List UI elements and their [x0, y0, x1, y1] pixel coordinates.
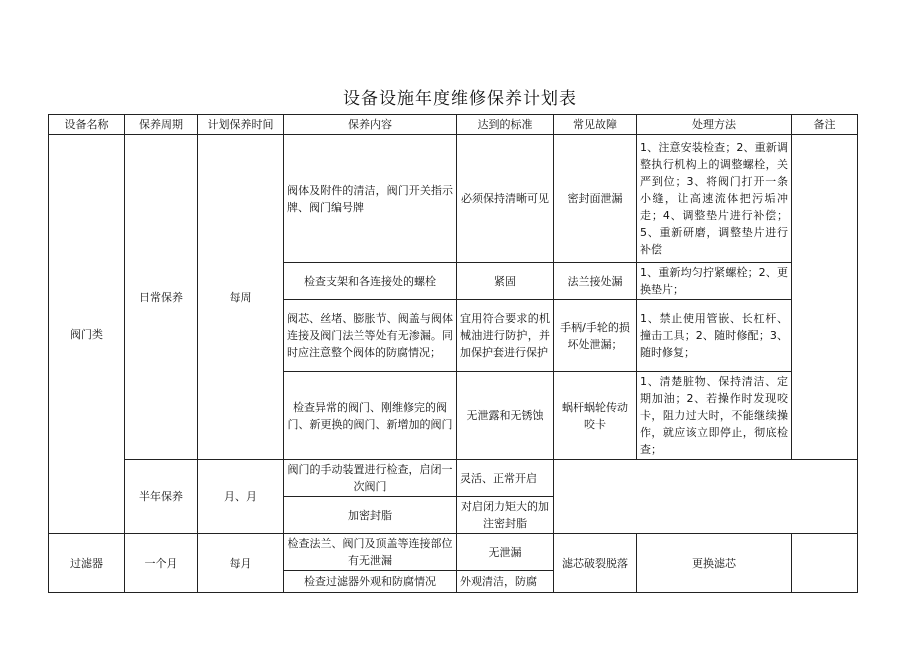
- content-cell: 检查过滤器外观和防腐情况: [284, 571, 457, 593]
- document-title: 设备设施年度维修保养计划表: [343, 89, 577, 109]
- planned-time-cell: 月、月: [198, 460, 284, 534]
- fault-cell: 滤芯破裂脱落: [554, 534, 637, 593]
- content-cell: 阀芯、丝堵、膨胀节、阀盖与阀体连接及阀门法兰等处有无渗漏。同时应注意整个阀体的防腐情况；: [284, 300, 457, 372]
- content-cell: 阀门的手动装置进行检查，启闭一次阀门: [284, 460, 457, 497]
- planned-time-cell: 每周: [198, 135, 284, 460]
- fault-cell: 手柄/手轮的损坏处泄漏；: [554, 300, 637, 372]
- standard-cell: 外观清洁，防腐: [457, 571, 554, 593]
- standard-cell: 灵活、正常开启: [457, 460, 554, 497]
- content-cell: 检查异常的阀门、刚维修完的阀门、新更换的阀门、新增加的阀门: [284, 372, 457, 460]
- standard-cell: 必须保持清晰可见: [457, 135, 554, 263]
- standard-cell: 无泄露和无锈蚀: [457, 372, 554, 460]
- standard-cell: 无泄漏: [457, 534, 554, 571]
- period-cell: 半年保养: [125, 460, 198, 534]
- standard-cell: 紧固: [457, 263, 554, 300]
- planned-time-cell: 每月: [198, 534, 284, 593]
- empty-cell: [554, 460, 858, 534]
- table-header-row: [49, 115, 858, 135]
- period-cell: 一个月: [125, 534, 198, 593]
- method-cell: 更换滤芯: [637, 534, 792, 593]
- content-cell: 阀体及附件的清洁，阀门开关指示牌、阀门编号牌: [284, 135, 457, 263]
- equipment-name-cell: 阀门类: [49, 135, 125, 534]
- method-cell: 1、禁止使用管嵌、长杠杆、撞击工具；2、随时修配；3、随时修复；: [637, 300, 792, 372]
- table-row: [49, 460, 858, 497]
- fault-cell: 蜗杆蜗轮传动咬卡: [554, 372, 637, 460]
- header-remarks: 备注: [792, 115, 858, 135]
- header-common-fault: 常见故障: [554, 115, 637, 135]
- header-handling-method: 处理方法: [637, 115, 792, 135]
- method-cell: 1、清楚脏物、保持清洁、定期加油；2、若操作时发现咬卡，阻力过大时，不能继续操作，就应该立即停止，彻底检查；: [637, 372, 792, 460]
- standard-cell: 对启闭力矩大的加注密封脂: [457, 497, 554, 534]
- fault-cell: 密封面泄漏: [554, 135, 637, 263]
- header-planned-time: 计划保养时间: [198, 115, 284, 135]
- header-equipment-name: 设备名称: [49, 115, 125, 135]
- table-row: [49, 135, 858, 263]
- method-cell: 1、重新均匀拧紧螺栓；2、更换垫片；: [637, 263, 792, 300]
- remarks-cell: [792, 534, 858, 593]
- content-cell: 加密封脂: [284, 497, 457, 534]
- content-cell: 检查支架和各连接处的螺栓: [284, 263, 457, 300]
- period-cell: 日常保养: [125, 135, 198, 460]
- table-row: [49, 534, 858, 571]
- header-maintenance-period: 保养周期: [125, 115, 198, 135]
- maintenance-plan-table: [48, 114, 858, 593]
- header-standard: 达到的标准: [457, 115, 554, 135]
- standard-cell: 宜用符合要求的机械油进行防护，并加保护套进行保护: [457, 300, 554, 372]
- fault-cell: 法兰接处漏: [554, 263, 637, 300]
- remarks-cell: [792, 135, 858, 460]
- equipment-name-cell: 过滤器: [49, 534, 125, 593]
- content-cell: 检查法兰、阀门及顶盖等连接部位有无泄漏: [284, 534, 457, 571]
- method-cell: 1、注意安装检查；2、重新调整执行机构上的调整螺栓，关严到位；3、将阀门打开一条小缝，让高速流体把污垢冲走；4、调整垫片进行补偿；5、重新研磨，调整垫片进行补偿: [637, 135, 792, 263]
- header-maintenance-content: 保养内容: [284, 115, 457, 135]
